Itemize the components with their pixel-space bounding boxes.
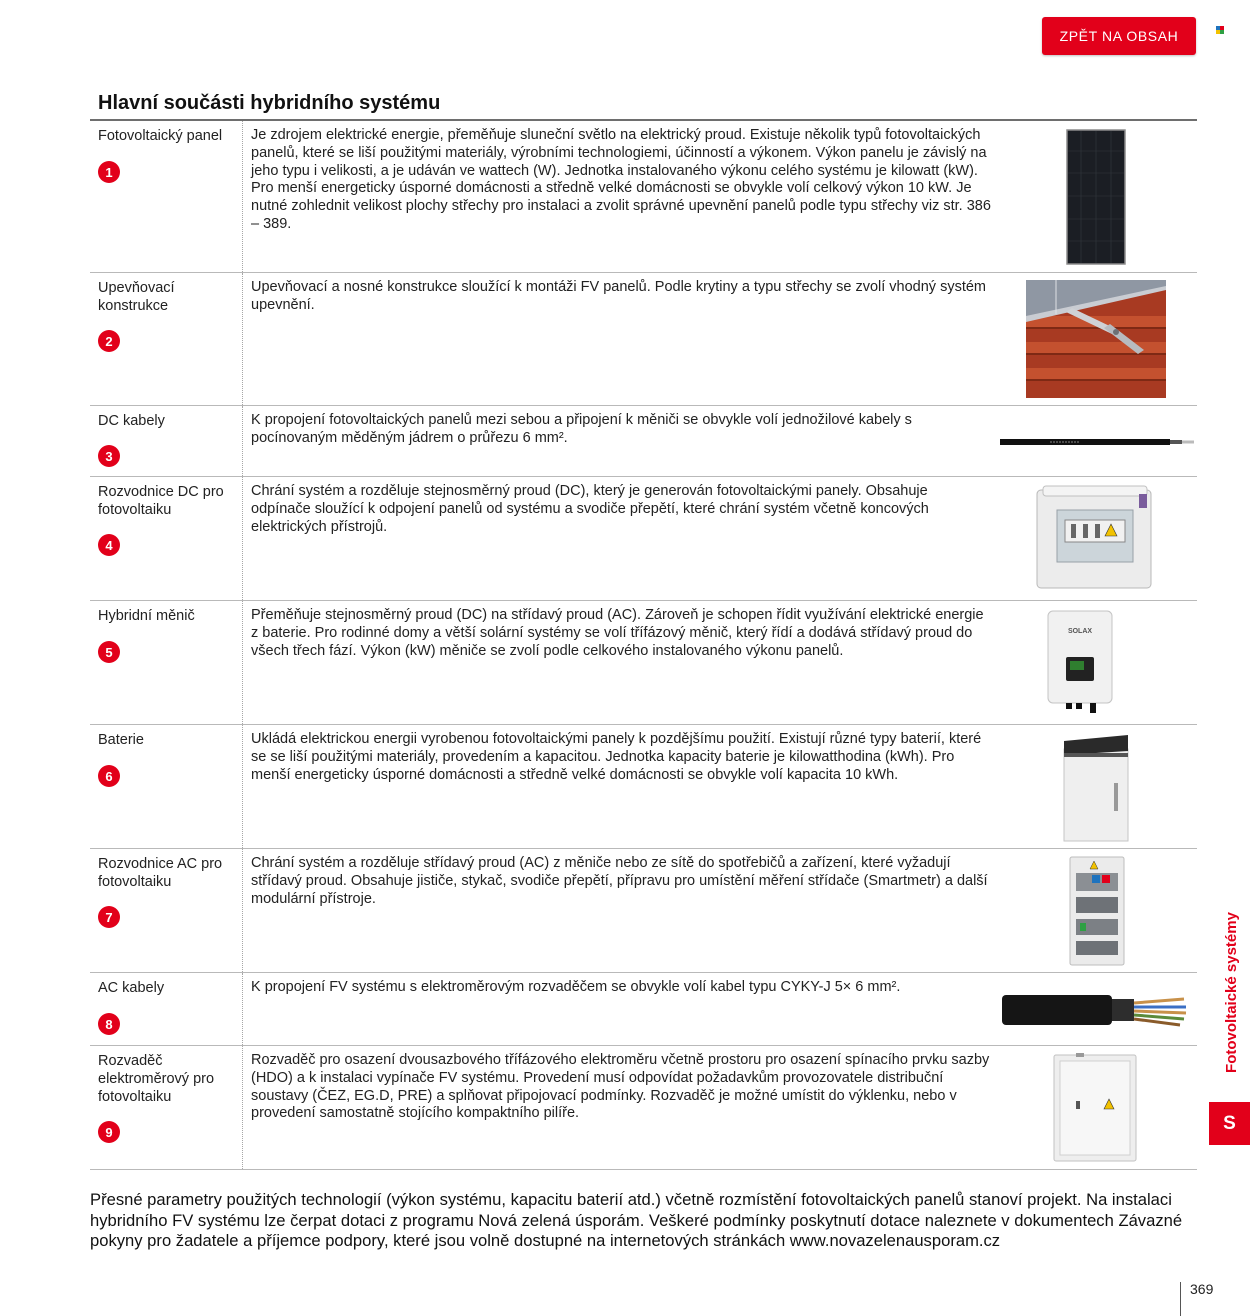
solar-panel-image xyxy=(1066,129,1126,265)
component-name: Baterie xyxy=(98,732,144,748)
number-badge: 5 xyxy=(98,641,120,663)
table-row xyxy=(90,273,1197,406)
number-badge: 6 xyxy=(98,765,120,787)
table-row xyxy=(90,601,1197,725)
component-description: K propojení fotovoltaických panelů mezi sebou a připojení k měniči se obvykle volí jednožilové kabely s pocínovaným měděným jádrem o průřezu 6 mm². xyxy=(251,412,912,446)
component-name: Hybridní měnič xyxy=(98,608,195,624)
page-number: 369 xyxy=(1190,1281,1214,1297)
inverter-brand-label: SOLAX xyxy=(1067,628,1093,635)
component-name: DC kabely xyxy=(98,413,165,429)
component-description: Rozvaděč pro osazení dvousazbového třífázového elektroměru včetně prostoru pro osazení spínacího prvku sazby (HDO) a k instalaci vypínače FV systému. Provedení musí odpovídat požadavkům provozovatele distribuční soustavy (ČEZ, EG.D, PRE) a splňovat připojovací podmínky. Rozvaděč je možné umístit do výklenku, nebo v provedení samostatně stojícího kompaktního pilíře. xyxy=(251,1052,990,1122)
section-label: Fotovoltaické systémy xyxy=(1222,911,1240,1073)
mounting-structure-image xyxy=(1026,280,1166,398)
table-row xyxy=(90,849,1197,973)
component-description: Chrání systém a rozděluje střídavý proud (AC) z měniče nebo ze sítě do spotřebičů a zařízení, které vyžadují střídavý proud. Obsahuje jističe, stykač, svodiče přepětí, přípravu pro umístění měření střídače (Smartmetr) a další modulární přístroje. xyxy=(251,855,988,907)
number-badge: 9 xyxy=(98,1121,120,1143)
ac-cable-image xyxy=(1000,989,1190,1031)
table-row xyxy=(90,477,1197,601)
section-tab[interactable]: S xyxy=(1209,1102,1250,1145)
ac-distribution-box-image xyxy=(1068,855,1126,967)
battery-image xyxy=(1062,733,1132,843)
footer-note: Přesné parametry použitých technologií (výkon systému, kapacitu baterií atd.) včetně rozmístění fotovoltaických panelů stanoví projekt. Na instalaci hybridního FV systému lze čerpat dotaci z programu Nová zelená úsporám. Veškeré podmínky poskytnutí dotace naleznete v dokumentech Závazné pokyny pro žadatele a příjemce podpory, které jsou volně dostupné na internetových stránkách www.novazelenausporam.cz xyxy=(90,1190,1183,1250)
component-name: Fotovoltaický panel xyxy=(98,128,223,144)
dc-cable-image xyxy=(1000,436,1196,448)
table-row xyxy=(90,1046,1197,1170)
component-name: AC kabely xyxy=(98,980,165,996)
page-title: Hlavní součásti hybridního systému xyxy=(98,92,441,114)
component-description: Ukládá elektrickou energii vyrobenou fotovoltaickými panely k pozdějšímu použití. Existují různé typy baterií, které se se liší použitými materiály, provedením a kapacitou. Jednotka kapacity baterie je kilowatthodina (kWh). Pro menší energeticky úsporné domácnosti a středně velké domácnosti se obvykle volí kapacita 10 kWh. xyxy=(251,731,982,783)
component-description: Chrání systém a rozděluje stejnosměrný proud (DC), který je generován fotovoltaickými panely. Obsahuje odpínače sloužící k odpojení panelů od systému a svodiče přepětí, které chrání systém včetně koncových elektrických přístrojů. xyxy=(251,483,929,535)
component-description: K propojení FV systému s elektroměrovým rozvaděčem se obvykle volí kabel typu CYKY-J 5× 6 mm². xyxy=(251,979,901,995)
back-to-contents-button[interactable]: ZPĚT NA OBSAH xyxy=(1042,17,1196,55)
number-badge: 8 xyxy=(98,1013,120,1035)
number-badge: 1 xyxy=(98,161,120,183)
number-badge: 2 xyxy=(98,330,120,352)
component-name: Upevňovací konstrukce xyxy=(98,280,175,314)
table-row xyxy=(90,121,1197,273)
component-name: Rozvodnice AC pro fotovoltaiku xyxy=(98,856,223,890)
page-number-divider xyxy=(1180,1282,1181,1316)
dc-distribution-box-image xyxy=(1035,484,1157,592)
table-row xyxy=(90,725,1197,849)
hybrid-inverter-image xyxy=(1046,609,1116,717)
number-badge: 4 xyxy=(98,534,120,556)
component-description: Je zdrojem elektrické energie, přeměňuje sluneční světlo na elektrický proud. Existuje několik typů fotovoltaických panelů, které se liší použitými materiály, výrobními technologiemi, účinností a výkonem. Výkon panelu je závislý na jeho typu i velikosti, a je udáván ve wattech (W). Jednotka instalovaného výkonu celého systému je kilowatt (kW). Pro menší energeticky úsporné domácnosti a středně velké domácnosti se obvykle volí celkový výkon 10 kW. Je nutné zohlednit velikost plochy střechy pro instalaci a zvolit správné upevnění panelů podle typu střechy viz str. 386 – 389. xyxy=(251,127,991,232)
color-mark-icon xyxy=(1216,26,1226,34)
component-description: Upevňovací a nosné konstrukce sloužící k montáži FV panelů. Podle krytiny a typu střechy se zvolí vhodný systém upevnění. xyxy=(251,279,987,313)
number-badge: 7 xyxy=(98,906,120,928)
component-description: Přeměňuje stejnosměrný proud (DC) na střídavý proud (AC). Zároveň je schopen řídit využívání elektrické energie z baterie. Pro rodinné domy a větší solární systémy se volí třífázový měnič, který řídí a dodává střídavý proud do všech třech fází. Výkon (kW) měniče se zvolí podle celkového instalovaného výkonu panelů. xyxy=(251,607,984,659)
component-name: Rozvodnice DC pro fotovoltaiku xyxy=(98,484,224,518)
table-row xyxy=(90,973,1197,1046)
component-name: Rozvaděč elektroměrový pro fotovoltaiku xyxy=(98,1053,215,1105)
number-badge: 3 xyxy=(98,445,120,467)
table-row xyxy=(90,406,1197,477)
components-table xyxy=(90,119,1197,1170)
meter-cabinet-image xyxy=(1052,1051,1140,1163)
